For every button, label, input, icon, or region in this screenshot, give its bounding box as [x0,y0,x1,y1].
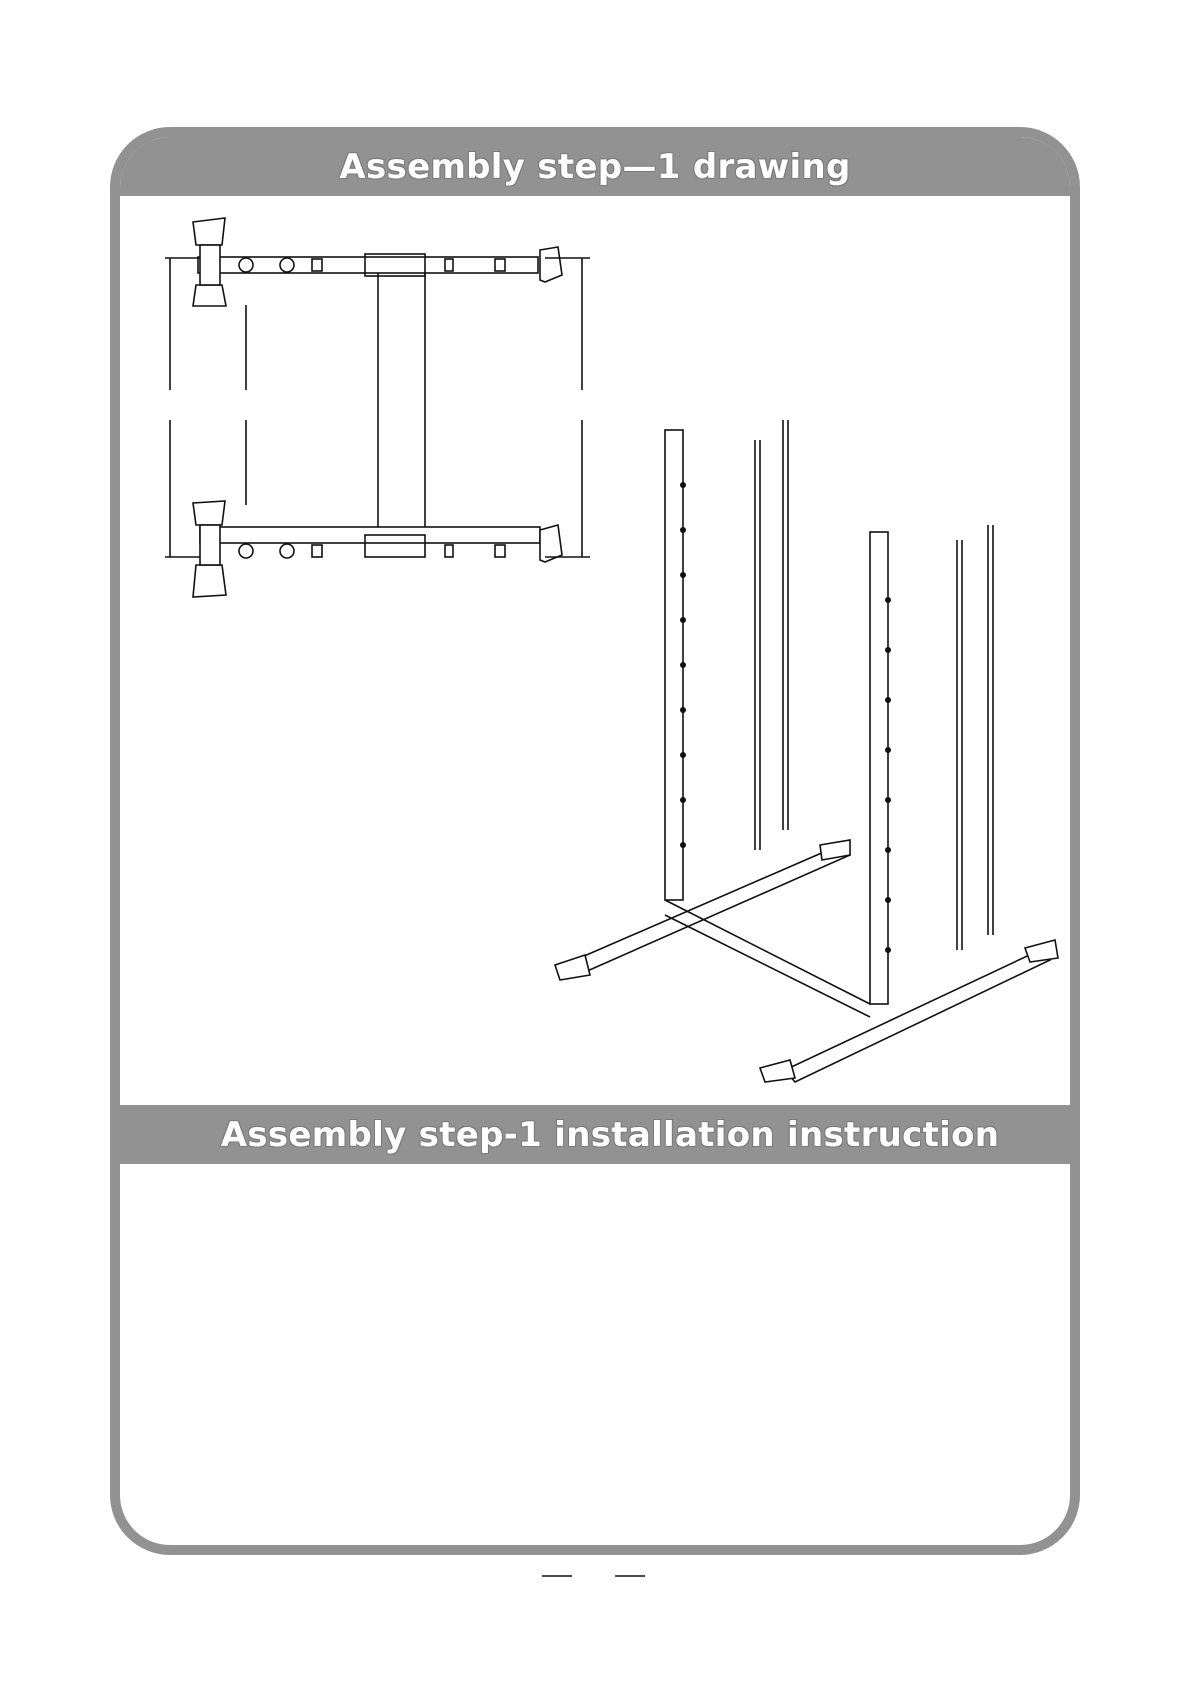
drawing-title: Assembly step—1 drawing [339,146,851,187]
instruction-header [120,1105,1070,1164]
instruction-area [120,1164,1070,1544]
page-number-marks [540,1570,650,1590]
instruction-title: Assembly step-1 installation instruction [220,1114,1000,1155]
page-frame [110,127,1080,1555]
drawing-header [120,137,1070,196]
drawing-area [120,196,1070,1105]
